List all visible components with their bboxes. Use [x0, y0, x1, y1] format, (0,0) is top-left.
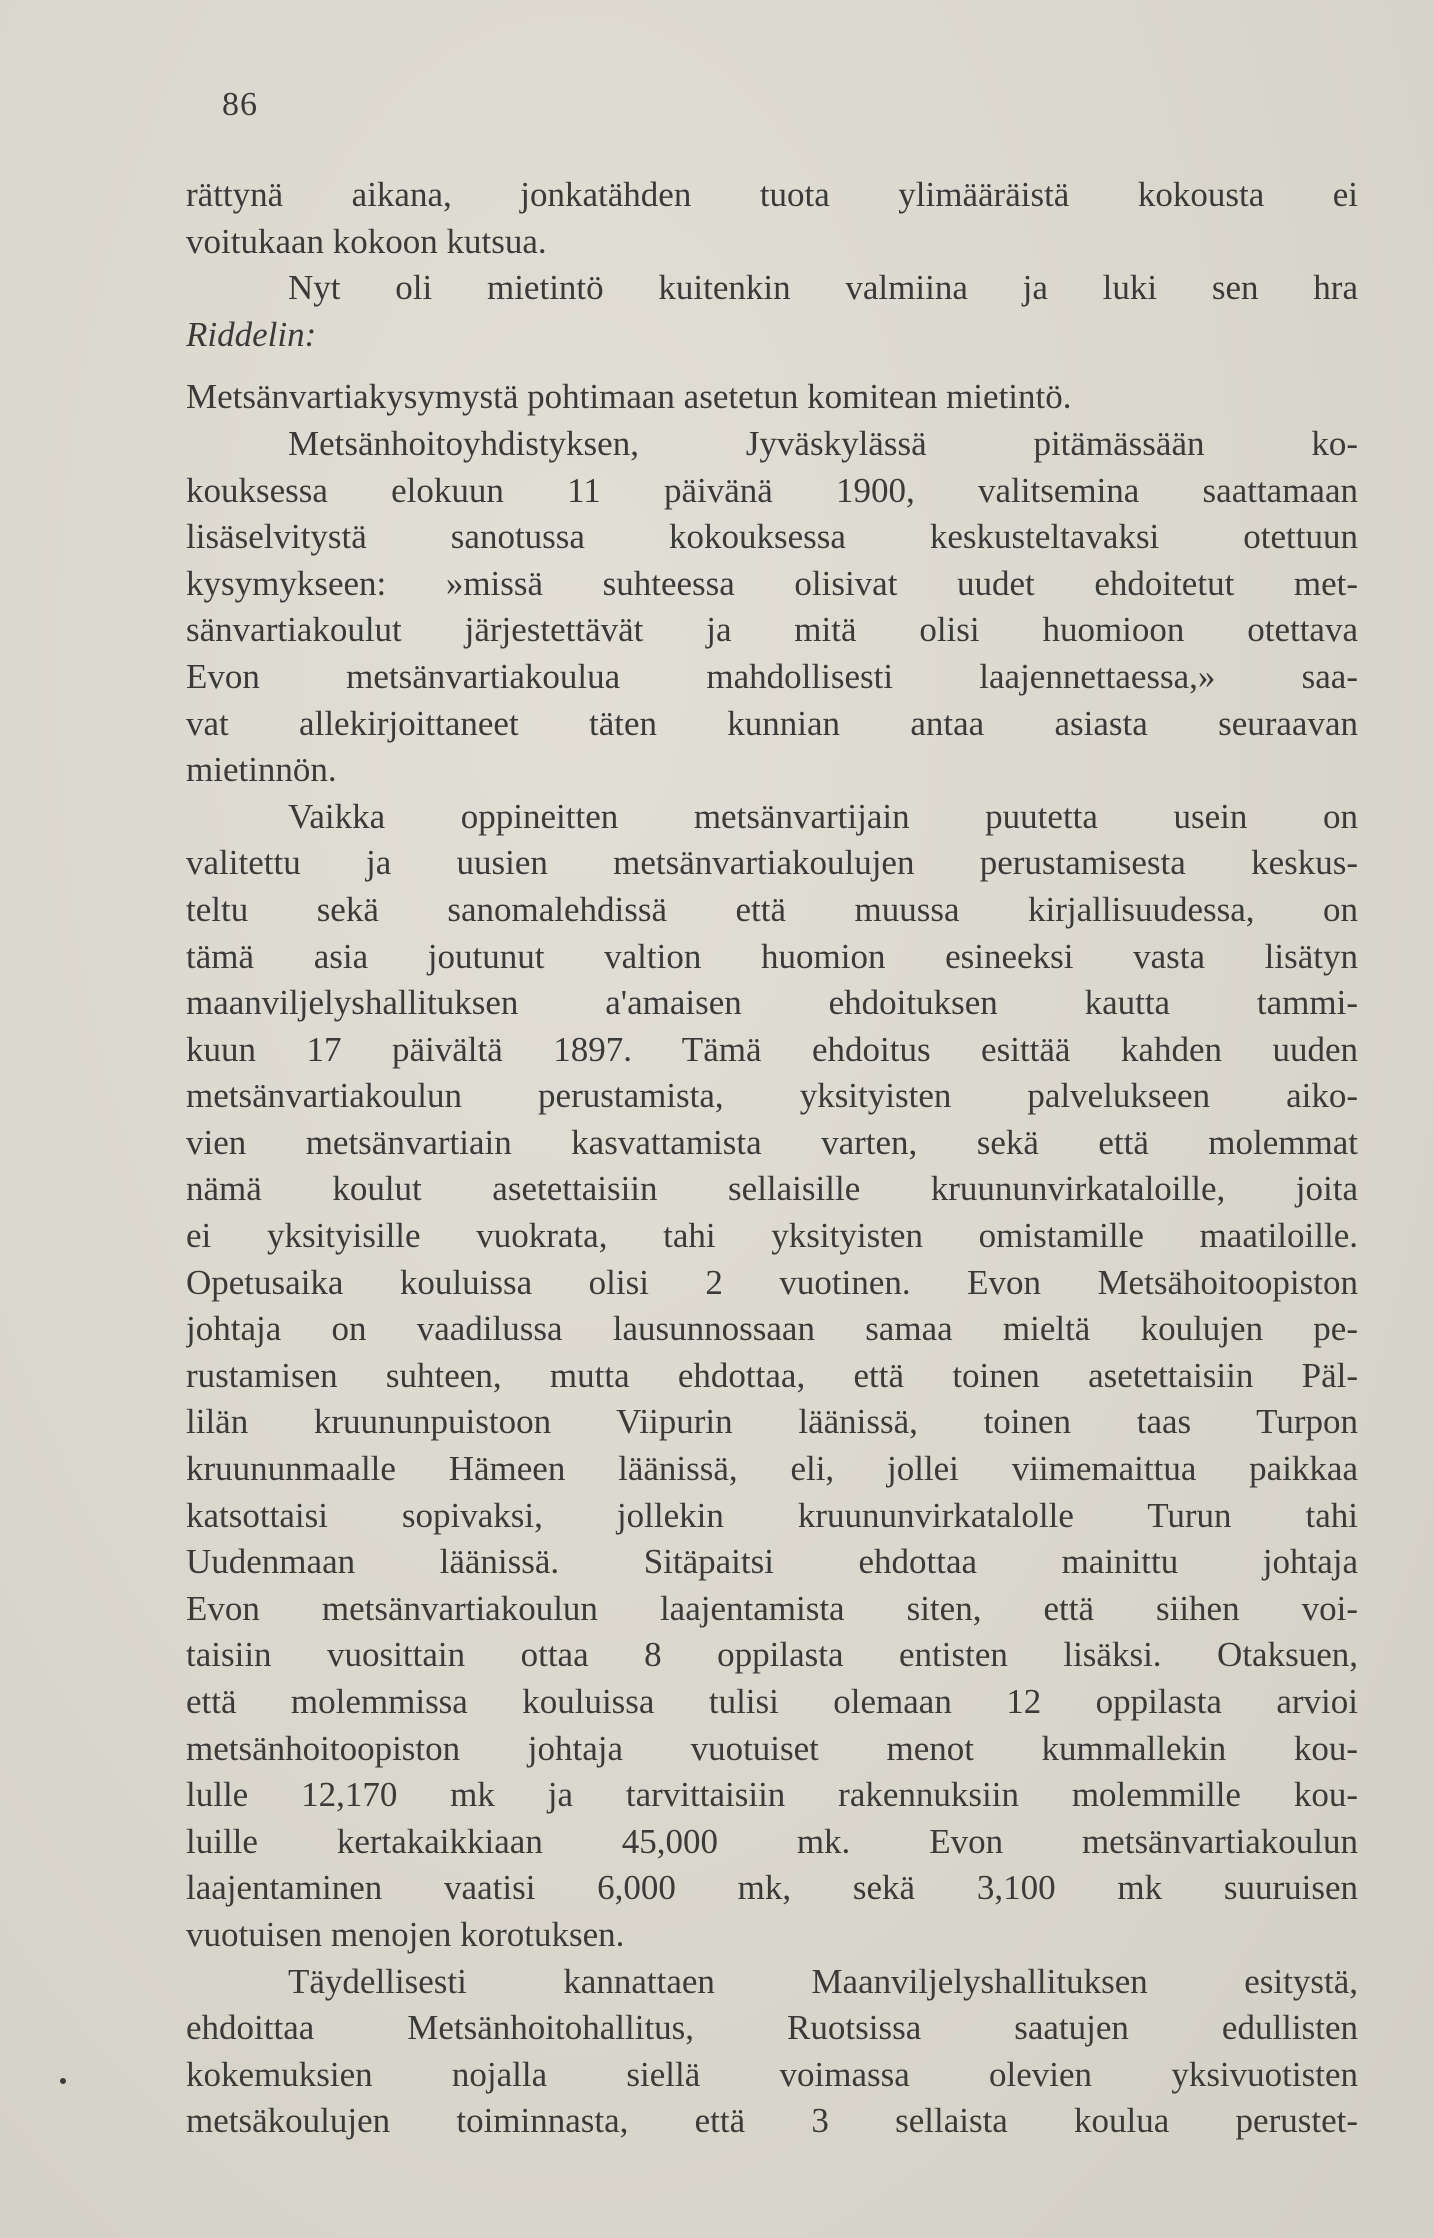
- text-line: kuun 17 päivältä 1897. Tämä ehdoitus esittää kahden uuden: [186, 1029, 1358, 1069]
- text-line: teltu sekä sanomalehdissä että muussa kirjallisuudessa, on: [186, 889, 1358, 929]
- text-line: tämä asia joutunut valtion huomion esineeksi vasta lisätyn: [186, 936, 1358, 976]
- text-line: Metsänhoitoyhdistyksen, Jyväskylässä pitämässään ko-: [288, 423, 1358, 463]
- section-heading: Metsänvartiakysymystä pohtimaan asetetun komitean mietintö.: [186, 377, 1072, 417]
- text-line: Evon metsänvartiakoulun laajentamista siten, että siihen voi-: [186, 1588, 1358, 1628]
- text-line: lisäselvitystä sanotussa kokouksessa keskusteltavaksi otettuun: [186, 517, 1358, 557]
- text-line: vien metsänvartiain kasvattamista varten, sekä että molemmat: [186, 1122, 1358, 1162]
- text-line: valitettu ja uusien metsänvartiakoulujen perustamisesta keskus-: [186, 843, 1358, 883]
- text-line: metsänvartiakoulun perustamista, yksityisten palvelukseen aiko-: [186, 1076, 1358, 1116]
- body-text: [186, 172, 1358, 2145]
- text-line: Uudenmaan läänissä. Sitäpaitsi ehdottaa mainittu johtaja: [186, 1542, 1358, 1582]
- text-line: kysymykseen: »missä suhteessa olisivat uudet ehdoitetut met-: [186, 563, 1358, 603]
- text-line: lulle 12,170 mk ja tarvittaisiin rakennuksiin molemmille kou-: [186, 1775, 1358, 1815]
- text-line: metsänhoitoopiston johtaja vuotuiset menot kummallekin kou-: [186, 1728, 1358, 1768]
- text-line: että molemmissa kouluissa tulisi olemaan 12 oppilasta arvioi: [186, 1682, 1358, 1721]
- page-number: 86: [222, 86, 258, 123]
- text-line: Evon metsänvartiakoulua mahdollisesti laajennettaessa,» saa-: [186, 656, 1358, 696]
- text-line: nämä koulut asetettaisiin sellaisille kruununvirkataloille, joita: [186, 1169, 1358, 1209]
- text-line: lilän kruununpuistoon Viipurin läänissä, toinen taas Turpon: [186, 1402, 1358, 1442]
- text-line: rustamisen suhteen, mutta ehdottaa, että toinen asetettaisiin Päl-: [186, 1355, 1358, 1395]
- text-line: Vaikka oppineitten metsänvartijain puutetta usein on: [288, 796, 1358, 836]
- text-line: kouksessa elokuun 11 päivänä 1900, valitsemina saattamaan: [186, 470, 1358, 510]
- text-line: ehdoittaa Metsänhoitohallitus, Ruotsissa saatujen edullisten: [186, 2008, 1358, 2048]
- text-line: rättynä aikana, jonkatähden tuota ylimääräistä kokousta ei: [186, 175, 1358, 214]
- text-line: katsottaisi sopivaksi, jollekin kruununvirkatalolle Turun tahi: [186, 1495, 1358, 1535]
- text-line: Nyt oli mietintö kuitenkin valmiina ja luki sen hra: [288, 268, 1358, 308]
- text-line: Täydellisesti kannattaen Maanviljelyshallituksen esitystä,: [288, 1961, 1358, 2001]
- text-line: vat allekirjoittaneet täten kunnian antaa asiasta seuraavan: [186, 703, 1358, 743]
- text-line: kokemuksien nojalla siellä voimassa olevien yksivuotisten: [186, 2054, 1358, 2094]
- text-line: kruununmaalle Hämeen läänissä, eli, jollei viimemaittua paikkaa: [186, 1449, 1358, 1489]
- text-line: vuotuisen menojen korotuksen.: [186, 1914, 625, 1954]
- text-line: johtaja on vaadilussa lausunnossaan samaa mieltä koulujen pe-: [186, 1309, 1358, 1349]
- text-line: taisiin vuosittain ottaa 8 oppilasta entisten lisäksi. Otaksuen,: [186, 1635, 1358, 1675]
- text-line: Opetusaika kouluissa olisi 2 vuotinen. Evon Metsähoitoopiston: [186, 1262, 1358, 1302]
- text-line: mietinnön.: [186, 750, 337, 790]
- text-line: sänvartiakoulut järjestettävät ja mitä olisi huomioon otettava: [186, 610, 1358, 650]
- text-line: laajentaminen vaatisi 6,000 mk, sekä 3,100 mk suuruisen: [186, 1868, 1358, 1908]
- text-line: maanviljelyshallituksen a'amaisen ehdoituksen kautta tammi-: [186, 983, 1358, 1023]
- margin-dot: [60, 2078, 66, 2084]
- text-line: luille kertakaikkiaan 45,000 mk. Evon metsänvartiakoulun: [186, 1821, 1358, 1861]
- text-line: metsäkoulujen toiminnasta, että 3 sellaista koulua perustet-: [186, 2101, 1358, 2141]
- text-line: ei yksityisille vuokrata, tahi yksityisten omistamille maatiloille.: [186, 1216, 1358, 1256]
- text-line: Riddelin:: [186, 314, 317, 354]
- text-line: voitukaan kokoon kutsua.: [186, 221, 547, 261]
